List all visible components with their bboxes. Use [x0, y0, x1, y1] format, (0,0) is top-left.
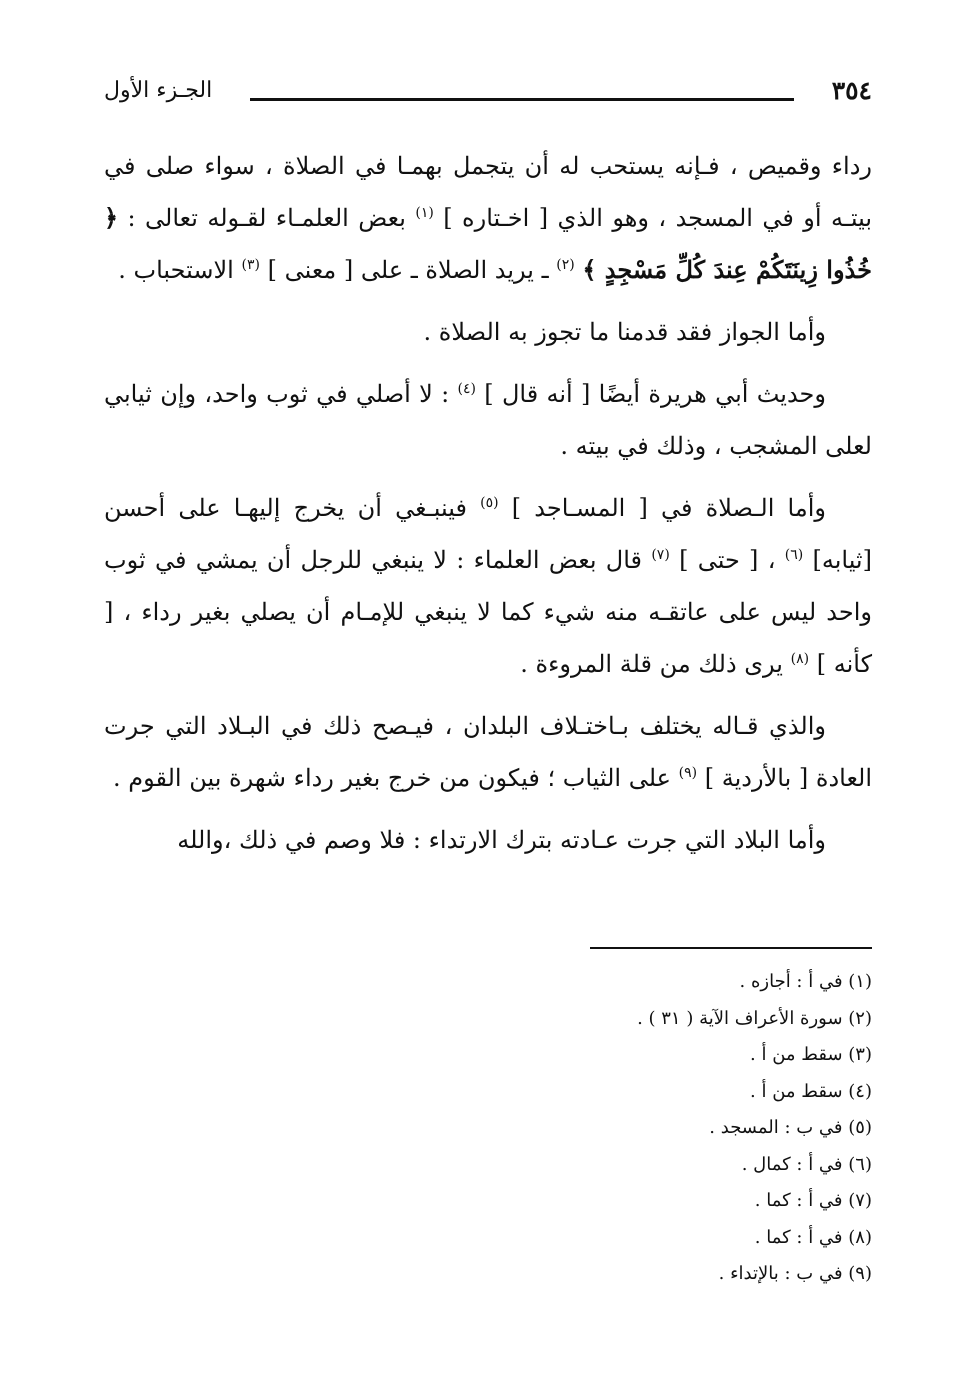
- footnote-6: (٦) في أ : كمال .: [741, 1153, 872, 1175]
- footnote-8: (٨) في أ : كما .: [754, 1226, 872, 1248]
- footnotes-list: [104, 964, 872, 1293]
- footnote-ref-3: (٣): [241, 257, 260, 273]
- paragraph-4-text-e: يرى ذلك من قلة المروءة .: [520, 650, 783, 678]
- footnote-3: (٣) سقط من أ .: [750, 1044, 872, 1065]
- paragraph-4-text-c: ، [ حتى ]: [679, 546, 776, 574]
- paragraph-5-text-a: والذي قـاله يختلف بـاختـلاف البلدان ، فيـصح ذلك في البـلاد التي جرت العادة [ بالأردية ]: [104, 712, 872, 792]
- main-text: [104, 140, 872, 876]
- footnote-ref-5: (٥): [480, 495, 499, 511]
- footnote-ref-7: (٧): [651, 547, 670, 563]
- page-number: ٣٥٤: [831, 76, 872, 105]
- paragraph-3-text-a: وحديث أبي هريرة أيضًا [ أنه قال ]: [484, 380, 826, 408]
- paragraph-6: وأما البلاد التي جرت عـادته بترك الارتداء : فلا وصم في ذلك ،والله: [177, 826, 826, 854]
- paragraph-5-text-b: على الثياب ؛ فيكون من خرج بغير رداء شهرة بين القوم .: [112, 764, 671, 792]
- paragraph-4-text-d: قال بعض العلماء : لا ينبغي للرجل أن يمشي في ثوب واحد ليس على عاتقـه منه شيء كما لا ينبغي للإمـام أن يصلي بغير رداء ، [ كأنه ]: [104, 546, 872, 678]
- paragraph-4: [104, 482, 872, 690]
- footnote-1: (١) في أ : أجازه .: [739, 971, 872, 992]
- header-rule: [250, 98, 794, 101]
- paragraph-2: وأما الجواز فقد قدمنا ما تجوز به الصلاة .: [423, 318, 826, 346]
- paragraph-3-text-b: : لا أصلي في ثوب واحد، وإن ثيابي لعلى المشجب ، وذلك في بيته .: [104, 380, 872, 460]
- footnote-7: (٧) في أ : كما .: [754, 1190, 872, 1211]
- paragraph-1-text-b: بعض العلمـاء لقـوله تعالى :: [127, 204, 406, 232]
- footnote-separator: [590, 947, 872, 949]
- footnote-9: (٩) في ب : بالإتداء .: [718, 1263, 872, 1284]
- footnote-ref-1: (١): [415, 205, 434, 221]
- paragraph-1: [104, 140, 872, 296]
- page-header: [104, 78, 872, 122]
- quran-verse: ﴿ خُذُوا زِينَتَكُمْ عِندَ كُلِّ مَسْجِدٍ ﴾: [104, 203, 872, 284]
- footnote-ref-9: (٩): [678, 765, 698, 781]
- footnote-ref-4: (٤): [457, 381, 476, 397]
- footnote-ref-2: (٢): [556, 257, 575, 273]
- paragraph-1-text-d: الاستحباب .: [118, 256, 234, 284]
- footnote-ref-6: (٦): [784, 547, 804, 563]
- paragraph-1-text-a: رداء وقميص ، فـإنه يستحب له أن يتجمل بهمـا في الصلاة ، سواء صلى في بيتـه أو في المسجد ، وهو الذي [ اخـتاره ]: [104, 152, 873, 232]
- footnote-ref-8: (٨): [790, 651, 810, 667]
- footnote-5: (٥) في ب : المسجد .: [709, 1117, 872, 1138]
- paragraph-5: [104, 700, 872, 804]
- paragraph-4-text-b: فينبـغي أن يخرج إليهـا على أحسن [ثيابه]: [104, 494, 872, 574]
- footnote-2: (٢) سورة الأعراف الآية ( ٣١ ) .: [637, 1007, 872, 1029]
- running-head: الجـزء الأول: [104, 78, 213, 103]
- paragraph-4-text-a: وأما الـصلاة في [ المسـاجد ]: [511, 494, 826, 522]
- footnote-4: (٤) سقط من أ .: [750, 1080, 872, 1102]
- paragraph-1-text-c: ـ يريد الصلاة ـ على [ معنى ]: [267, 256, 549, 284]
- paragraph-3: [104, 368, 872, 472]
